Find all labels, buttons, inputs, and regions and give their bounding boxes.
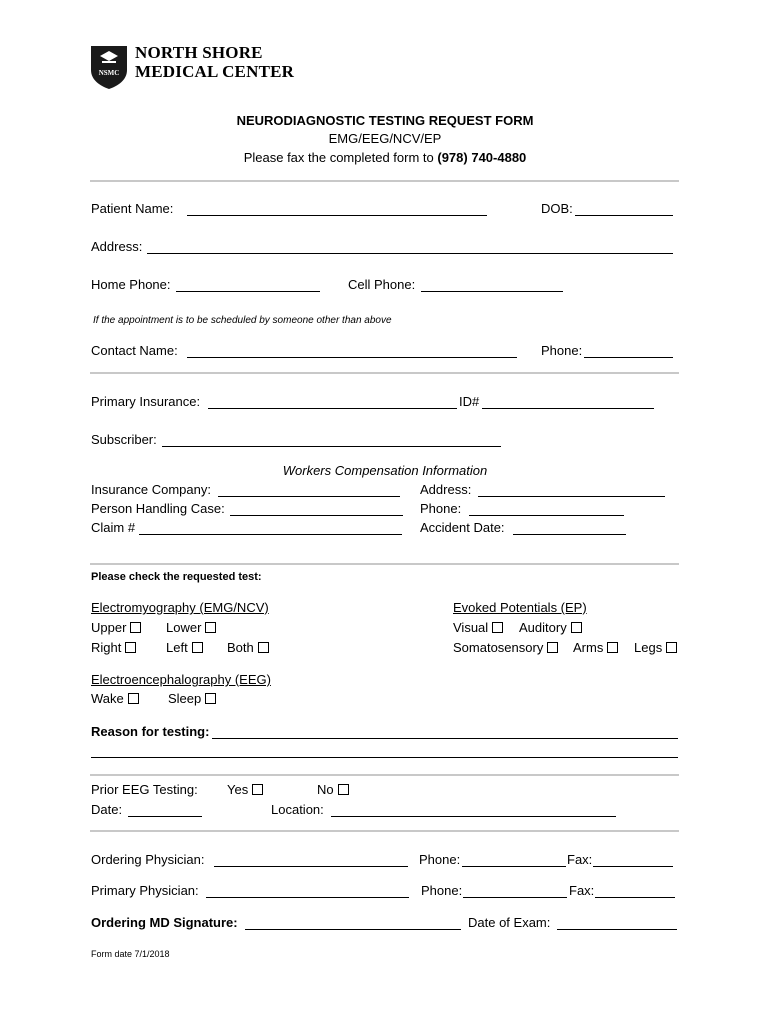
prior-date-label: Date:	[91, 802, 123, 817]
prior-no-label: No	[317, 782, 334, 797]
emg-left-checkbox[interactable]	[192, 642, 203, 653]
primary-insurance-label: Primary Insurance:	[91, 394, 201, 409]
ordering-physician-label: Ordering Physician:	[91, 852, 205, 867]
tests-heading: Please check the requested test:	[91, 571, 262, 583]
dob-label: DOB:	[541, 201, 573, 216]
signature-label: Ordering MD Signature:	[91, 915, 238, 930]
emg-upper-option[interactable]	[91, 620, 141, 636]
eeg-title: Electroencephalography (EEG)	[91, 672, 271, 687]
emg-both-option[interactable]	[227, 640, 269, 656]
prior-location-label: Location:	[271, 802, 324, 817]
ep-auditory-option[interactable]	[519, 620, 582, 636]
ep-visual-checkbox[interactable]	[492, 622, 503, 633]
reason-field-line-2[interactable]	[91, 757, 678, 758]
subscriber-label: Subscriber:	[91, 432, 157, 447]
patient-name-field[interactable]	[187, 215, 487, 216]
prior-yes-checkbox[interactable]	[252, 784, 263, 795]
address-field[interactable]	[147, 253, 673, 254]
cell-phone-label: Cell Phone:	[348, 277, 416, 292]
wc-address-field[interactable]	[478, 496, 665, 497]
wc-address-label: Address:	[420, 482, 472, 497]
logo-line-1: NORTH SHORE	[135, 43, 263, 62]
fax-instruction	[0, 150, 770, 166]
eeg-wake-label: Wake	[91, 691, 124, 706]
ordering-phone-field[interactable]	[462, 866, 566, 867]
shield-text: NSMC	[98, 69, 120, 77]
emg-right-option[interactable]	[91, 640, 136, 656]
divider	[90, 830, 679, 832]
ep-legs-option[interactable]	[634, 640, 677, 656]
workers-comp-heading: Workers Compensation Information	[282, 463, 488, 478]
ep-auditory-checkbox[interactable]	[571, 622, 582, 633]
form-date: Form date 7/1/2018	[91, 949, 170, 959]
form-title: NEURODIAGNOSTIC TESTING REQUEST FORM	[236, 113, 534, 128]
ep-somatosensory-checkbox[interactable]	[547, 642, 558, 653]
contact-name-label: Contact Name:	[91, 343, 178, 358]
contact-phone-field[interactable]	[584, 357, 673, 358]
divider	[90, 180, 679, 182]
emg-left-label: Left	[166, 640, 188, 655]
claim-field[interactable]	[139, 534, 402, 535]
ep-title: Evoked Potentials (EP)	[453, 600, 587, 615]
primary-insurance-field[interactable]	[208, 408, 457, 409]
wc-phone-field[interactable]	[469, 515, 624, 516]
emg-right-checkbox[interactable]	[125, 642, 136, 653]
prior-no-option[interactable]	[317, 782, 349, 798]
eeg-sleep-label: Sleep	[168, 691, 202, 706]
ep-legs-checkbox[interactable]	[666, 642, 677, 653]
accident-date-label: Accident Date:	[420, 520, 505, 535]
insurance-id-label: ID#	[459, 394, 480, 409]
emg-lower-label: Lower	[166, 620, 202, 635]
exam-date-label: Date of Exam:	[468, 915, 551, 930]
patient-name-label: Patient Name:	[91, 201, 174, 216]
form-subtitle: EMG/EEG/NCV/EP	[328, 131, 442, 146]
person-handling-label: Person Handling Case:	[91, 501, 225, 516]
divider	[90, 372, 679, 374]
home-phone-field[interactable]	[176, 291, 320, 292]
emg-title: Electromyography (EMG/NCV)	[91, 600, 269, 615]
ep-visual-label: Visual	[453, 620, 489, 635]
eeg-wake-checkbox[interactable]	[128, 693, 139, 704]
emg-both-checkbox[interactable]	[258, 642, 269, 653]
ordering-phone-label: Phone:	[419, 852, 461, 867]
eeg-sleep-option[interactable]	[168, 691, 216, 707]
eeg-wake-option[interactable]	[91, 691, 139, 707]
emg-right-label: Right	[91, 640, 122, 655]
cell-phone-field[interactable]	[421, 291, 563, 292]
prior-location-field[interactable]	[331, 816, 616, 817]
accident-date-field[interactable]	[513, 534, 626, 535]
home-phone-label: Home Phone:	[91, 277, 171, 292]
exam-date-field[interactable]	[557, 929, 677, 930]
emg-lower-checkbox[interactable]	[205, 622, 216, 633]
fax-prefix: Please fax the completed form to	[243, 150, 434, 165]
subscriber-field[interactable]	[162, 446, 501, 447]
primary-physician-field[interactable]	[206, 897, 409, 898]
reason-label: Reason for testing:	[91, 724, 210, 739]
address-label: Address:	[91, 239, 143, 254]
ep-somatosensory-label: Somatosensory	[453, 640, 544, 655]
insurance-company-field[interactable]	[218, 496, 400, 497]
ep-visual-option[interactable]	[453, 620, 503, 636]
ep-auditory-label: Auditory	[519, 620, 567, 635]
eeg-sleep-checkbox[interactable]	[205, 693, 216, 704]
prior-yes-option[interactable]	[227, 782, 263, 798]
fax-number: (978) 740-4880	[437, 150, 527, 165]
prior-eeg-label: Prior EEG Testing:	[91, 782, 198, 797]
ep-arms-checkbox[interactable]	[607, 642, 618, 653]
prior-no-checkbox[interactable]	[338, 784, 349, 795]
primary-phone-field[interactable]	[463, 897, 567, 898]
divider	[90, 774, 679, 776]
ordering-fax-label: Fax:	[567, 852, 593, 867]
logo	[90, 44, 300, 92]
signature-field[interactable]	[245, 929, 461, 930]
ep-legs-label: Legs	[634, 640, 663, 655]
person-handling-field[interactable]	[230, 515, 403, 516]
claim-label: Claim #	[91, 520, 136, 535]
contact-phone-label: Phone:	[541, 343, 583, 358]
logo-line-2: MEDICAL CENTER	[135, 62, 295, 81]
wc-phone-label: Phone:	[420, 501, 462, 516]
ep-somatosensory-option[interactable]	[453, 640, 558, 656]
reason-field-line-1[interactable]	[212, 738, 678, 739]
insurance-company-label: Insurance Company:	[91, 482, 211, 497]
emg-lower-option[interactable]	[166, 620, 216, 636]
emg-both-label: Both	[227, 640, 254, 655]
prior-yes-label: Yes	[227, 782, 249, 797]
emg-left-option[interactable]	[166, 640, 203, 656]
primary-fax-field[interactable]	[595, 897, 675, 898]
insurance-id-field[interactable]	[482, 408, 654, 409]
nsmc-shield-icon	[90, 44, 128, 90]
emg-upper-label: Upper	[91, 620, 127, 635]
ep-arms-option[interactable]	[573, 640, 618, 656]
prior-date-field[interactable]	[128, 816, 202, 817]
divider	[90, 563, 679, 565]
ordering-physician-field[interactable]	[214, 866, 408, 867]
ep-arms-label: Arms	[573, 640, 604, 655]
dob-field[interactable]	[575, 215, 673, 216]
emg-upper-checkbox[interactable]	[130, 622, 141, 633]
primary-fax-label: Fax:	[569, 883, 595, 898]
primary-physician-label: Primary Physician:	[91, 883, 199, 898]
contact-name-field[interactable]	[187, 357, 517, 358]
contact-note: If the appointment is to be scheduled by someone other than above	[93, 315, 392, 326]
primary-phone-label: Phone:	[421, 883, 463, 898]
ordering-fax-field[interactable]	[593, 866, 673, 867]
